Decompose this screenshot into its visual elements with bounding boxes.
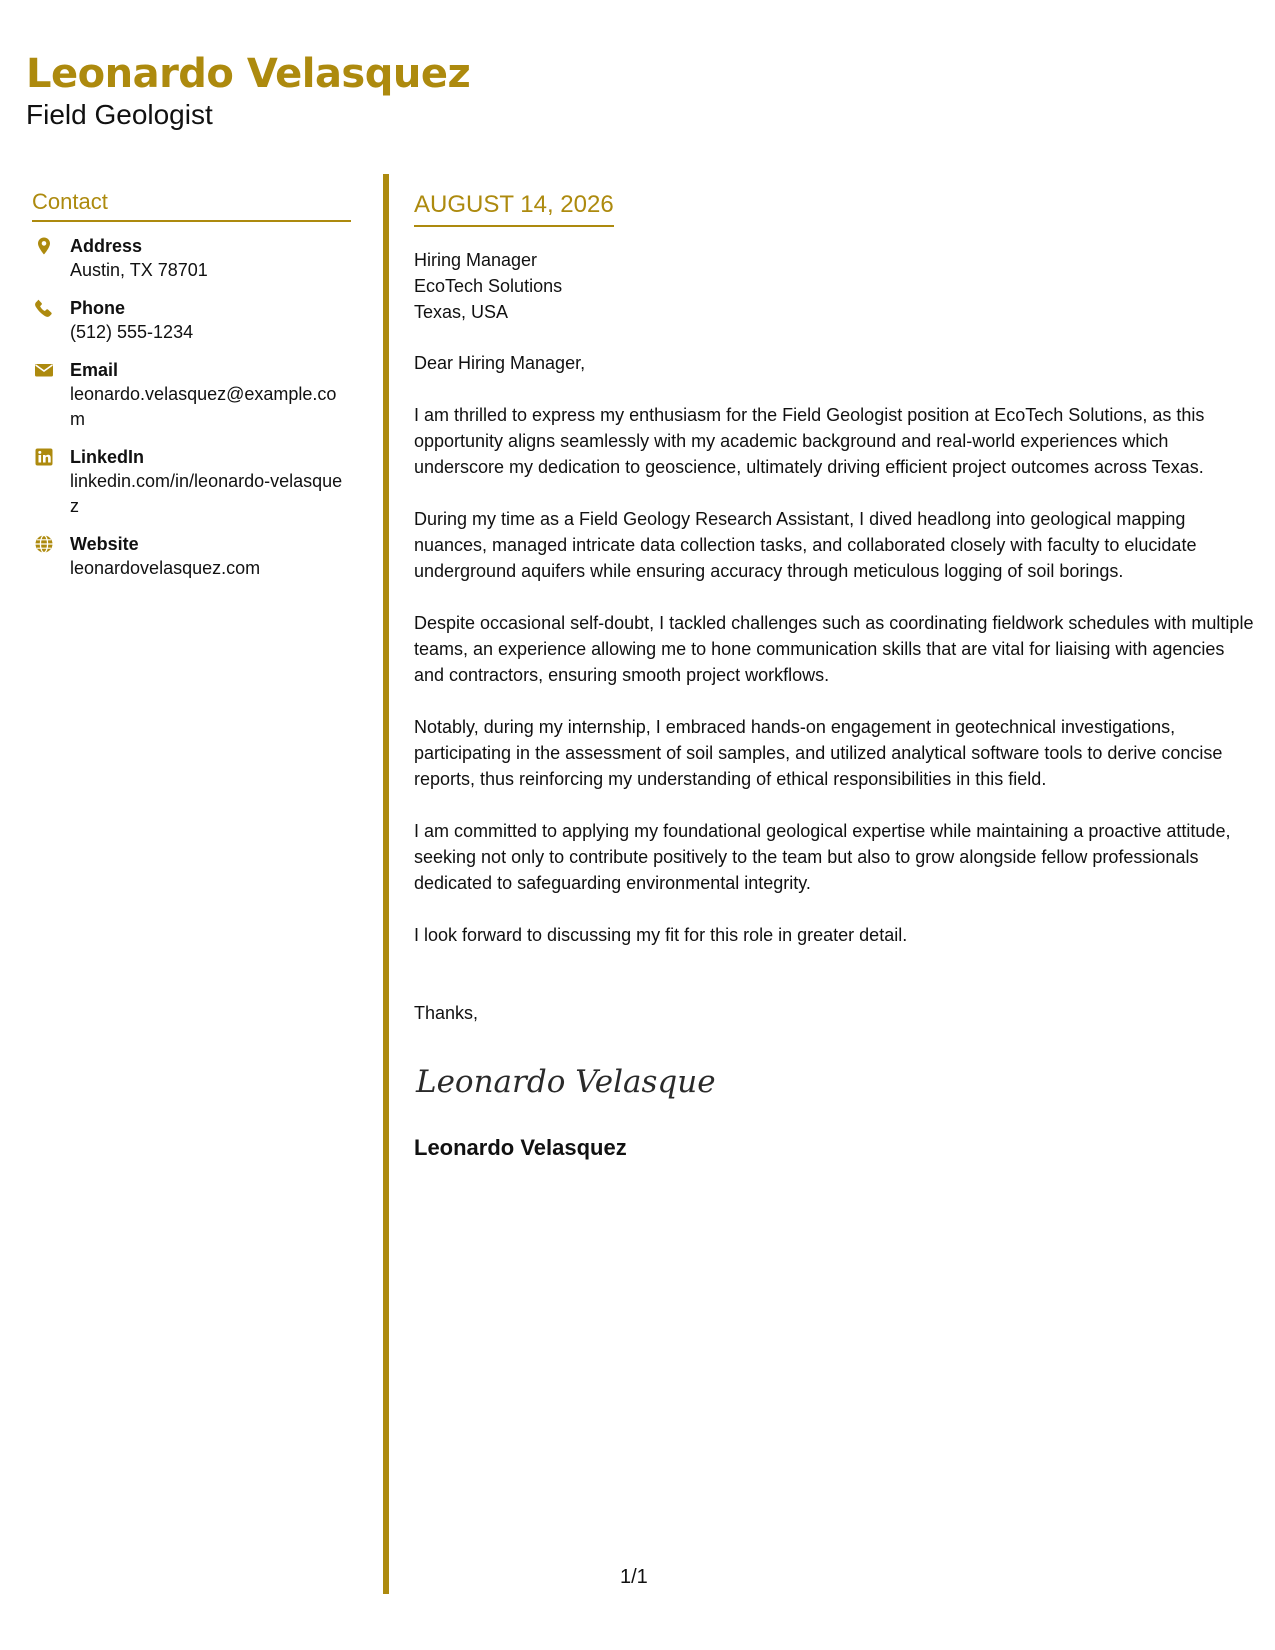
linkedin-icon: [34, 447, 54, 467]
contact-item-website: [32, 532, 351, 581]
contact-value: leonardo.velasquez@example.com: [70, 384, 337, 429]
recipient-block: [414, 247, 1254, 325]
globe-icon: [34, 534, 54, 554]
recipient-line: Hiring Manager: [414, 250, 538, 270]
contact-item-phone: [32, 296, 351, 345]
contact-section-title: Contact: [32, 188, 351, 222]
contact-value: Austin, TX 78701: [70, 260, 208, 280]
header: [26, 50, 470, 132]
location-pin-icon: [34, 236, 54, 256]
contact-label: Address: [70, 236, 143, 256]
contact-sidebar: [32, 188, 351, 594]
contact-label: Email: [70, 360, 119, 380]
body-paragraph: I am committed to applying my foundational geological expertise while maintaining a proactive attitude, seeking not only to contribute positively to the team but also to grow alongside fellow professionals dedicated to safeguarding environmental integrity.: [414, 821, 1231, 893]
contact-item-linkedin: [32, 445, 351, 519]
body-paragraph: Despite occasional self-doubt, I tackled challenges such as coordinating fieldwork schedules with multiple teams, an experience allowing me to hone communication skills that are vital for liaising with agencies and contractors, ensuring smooth project workflows.: [414, 613, 1254, 685]
signer-name: Leonardo Velasquez: [414, 1135, 627, 1160]
contact-value: (512) 555-1234: [70, 322, 194, 342]
phone-icon: [34, 298, 54, 318]
signature-text: Leonardo Velasque: [416, 1064, 716, 1100]
page-number: 1/1: [620, 1566, 648, 1588]
letter-date: AUGUST 14, 2026: [414, 190, 614, 227]
handwritten-signature: [414, 1056, 716, 1106]
envelope-icon: [34, 360, 54, 380]
contact-label: Website: [70, 534, 139, 554]
contact-label: LinkedIn: [70, 447, 145, 467]
contact-list: [32, 234, 351, 581]
recipient-line: Texas, USA: [414, 302, 509, 322]
contact-item-email: [32, 358, 351, 432]
applicant-name: Leonardo Velasquez: [26, 51, 471, 97]
contact-value: leonardovelasquez.com: [70, 558, 261, 578]
recipient-line: EcoTech Solutions: [414, 276, 563, 296]
contact-item-address: [32, 234, 351, 283]
vertical-divider: [383, 174, 389, 1594]
contact-value: linkedin.com/in/leonardo-velasquez: [70, 471, 343, 516]
letter-body: [414, 190, 1254, 1162]
body-paragraph: During my time as a Field Geology Research Assistant, I dived headlong into geological mapping nuances, managed intricate data collection tasks, and collaborated closely with faculty to elucidate underground aquifers while ensuring accuracy through meticulous logging of soil borings.: [414, 509, 1197, 581]
salutation: Dear Hiring Manager,: [414, 353, 586, 373]
closing: Thanks,: [414, 1003, 479, 1023]
body-paragraph: I look forward to discussing my fit for this role in greater detail.: [414, 925, 908, 945]
contact-label: Phone: [70, 298, 126, 318]
body-paragraph: Notably, during my internship, I embraced hands-on engagement in geotechnical investigations, participating in the assessment of soil samples, and utilized analytical software tools to derive concise reports, thus reinforcing my understanding of ethical responsibilities in this field.: [414, 717, 1223, 789]
body-paragraph: I am thrilled to express my enthusiasm for the Field Geologist position at EcoTech Solutions, as this opportunity aligns seamlessly with my academic background and real-world experiences which underscore my dedication to geoscience, ultimately driving efficient project outcomes across Texas.: [414, 405, 1205, 477]
applicant-role: Field Geologist: [26, 99, 213, 130]
